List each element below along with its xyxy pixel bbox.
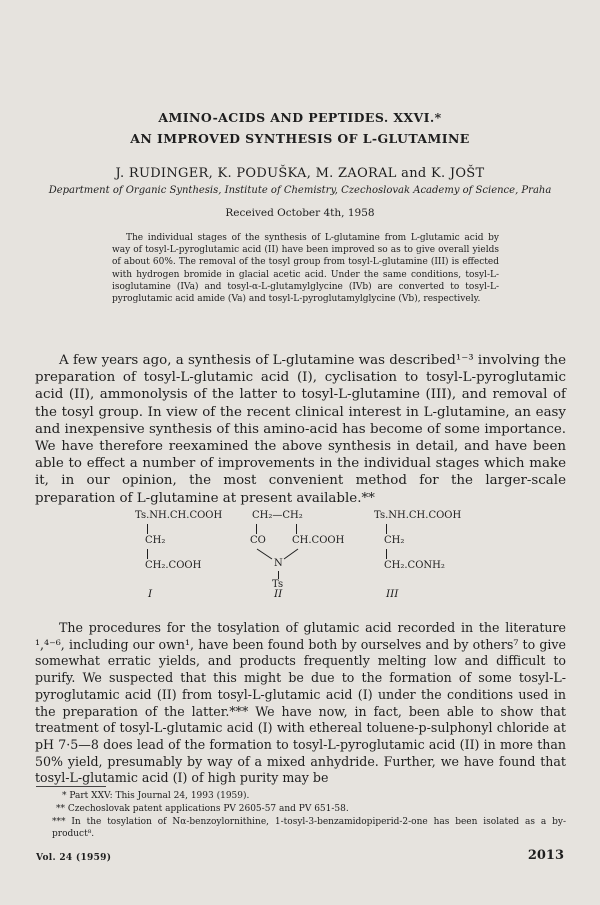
- structure-2-bond-right: [296, 524, 297, 534]
- footnote-2: ** Czechoslovak patent applications PV 2605-57 and PV 651-58.: [56, 804, 349, 814]
- author-list: J. RUDINGER, K. PODUŠKA, M. ZAORAL and K. JOŠT: [115, 166, 485, 181]
- structure-1-line-3: CH₂.COOH: [145, 560, 202, 571]
- article-title-line-1: AMINO-ACIDS AND PEPTIDES. XXVI.*: [158, 110, 442, 125]
- page-number: 2013: [527, 848, 564, 863]
- structure-2-bond-n-ts: [278, 571, 279, 579]
- structure-1-line-1: Ts.NH.CH.COOH: [135, 510, 223, 521]
- department-affiliation: Department of Organic Synthesis, Institute of Chemistry, Czechoslovak Academy of Science, Praha: [48, 185, 552, 196]
- structure-3-bond-1: [386, 524, 387, 534]
- structure-1-line-2: CH₂: [145, 535, 166, 546]
- structure-2-line-2b: CH.COOH: [292, 535, 345, 546]
- paragraph-introduction: [35, 352, 566, 507]
- structure-3-line-2: CH₂: [384, 535, 405, 546]
- received-date: Received October 4th, 1958: [225, 207, 375, 219]
- structure-2-bond-left: [256, 524, 257, 534]
- paragraph-2-text: The procedures for the tosylation of glutamic acid recorded in the literature ¹,⁴⁻⁶, including our own¹, have been found both by ourselves and by others⁷ to give somewhat erratic yields, and products frequently melting low and difficult to purify. We suspected that this might be due to the formation of some tosyl-L-pyroglutamic acid (II) from tosyl-L-glutamic acid (I) under the conditions used in the preparation of the latter.*** We have now, in fact, been able to show that treatment of tosyl-L-glutamic acid (I) with ethereal toluene-p-sulphonyl chloride at pH 7·5—8 does lead of the formation to tosyl-L-pyroglutamic acid (II) in more than 50% yield, presumably by way of a mixed anhydride. Further, we have found that tosyl-L-glutamic acid (I) of high purity may be: [35, 620, 566, 786]
- journal-volume: Vol. 24 (1959): [36, 853, 112, 863]
- structure-3-line-1: Ts.NH.CH.COOH: [374, 510, 462, 521]
- structure-2-line-2a: CO: [250, 535, 266, 546]
- structure-2-line-3: N: [274, 558, 283, 569]
- abstract: The individual stages of the synthesis of L-glutamine from L-glutamic acid by way of tosyl-L-pyroglutamic acid (II) have been improved so as to give overall yields of about 60%. The removal of the tosyl group from tosyl-L-glutamine (III) is effected with hydrogen bromide in glacial acetic acid. Under the same conditions, tosyl-L-isoglutamine (IVa) and tosyl-α-L-glutamylglycine (IVb) are converted to tosyl-L-pyroglutamic acid amide (Va) and tosyl-L-pyroglutamylglycine (Vb), respectively.: [112, 233, 499, 305]
- structure-3-bond-2: [386, 549, 387, 559]
- paragraph-1-text: A few years ago, a synthesis of L-glutamine was described¹⁻³ involving the preparation of tosyl-L-glutamic acid (I), cyclisation to tosyl-L-pyroglutamic acid (II), ammonolysis of the latter to tosyl-L-glutamine (III), and removal of the tosyl group. In view of the recent clinical interest in L-glutamine, an easy and inexpensive synthesis of this amino-acid has become of some importance. We have therefore reexamined the above synthesis in detail, and have been able to effect a number of improvements in the individual stages which make it, in our opinion, the most convenient method for the larger-scale preparation of L-glutamine at present available.**: [35, 353, 566, 506]
- footnote-1: * Part XXV: This Journal 24, 1993 (1959).: [62, 791, 250, 801]
- structure-1-bond-2: [147, 549, 148, 559]
- structure-3-label: III: [386, 588, 399, 600]
- structure-2-line-1: CH₂—CH₂: [252, 510, 303, 521]
- structure-3-line-3: CH₂.CONH₂: [384, 560, 445, 571]
- structure-2-line-4: Ts: [272, 579, 284, 590]
- paragraph-tosylation: [35, 620, 566, 787]
- article-title-line-2: AN IMPROVED SYNTHESIS OF L-GLUTAMINE: [130, 131, 470, 146]
- structure-2-label: II: [274, 588, 283, 600]
- footnote-divider: [36, 786, 106, 787]
- footnote-3: *** In the tosylation of Nα-benzoylornithine, 1-tosyl-3-benzamidopiperid-2-one has been isolated as a by-product⁸.: [52, 817, 566, 839]
- chemical-structures-figure: [0, 508, 600, 608]
- structure-1-bond-1: [147, 524, 148, 534]
- structure-1-label: I: [148, 588, 153, 600]
